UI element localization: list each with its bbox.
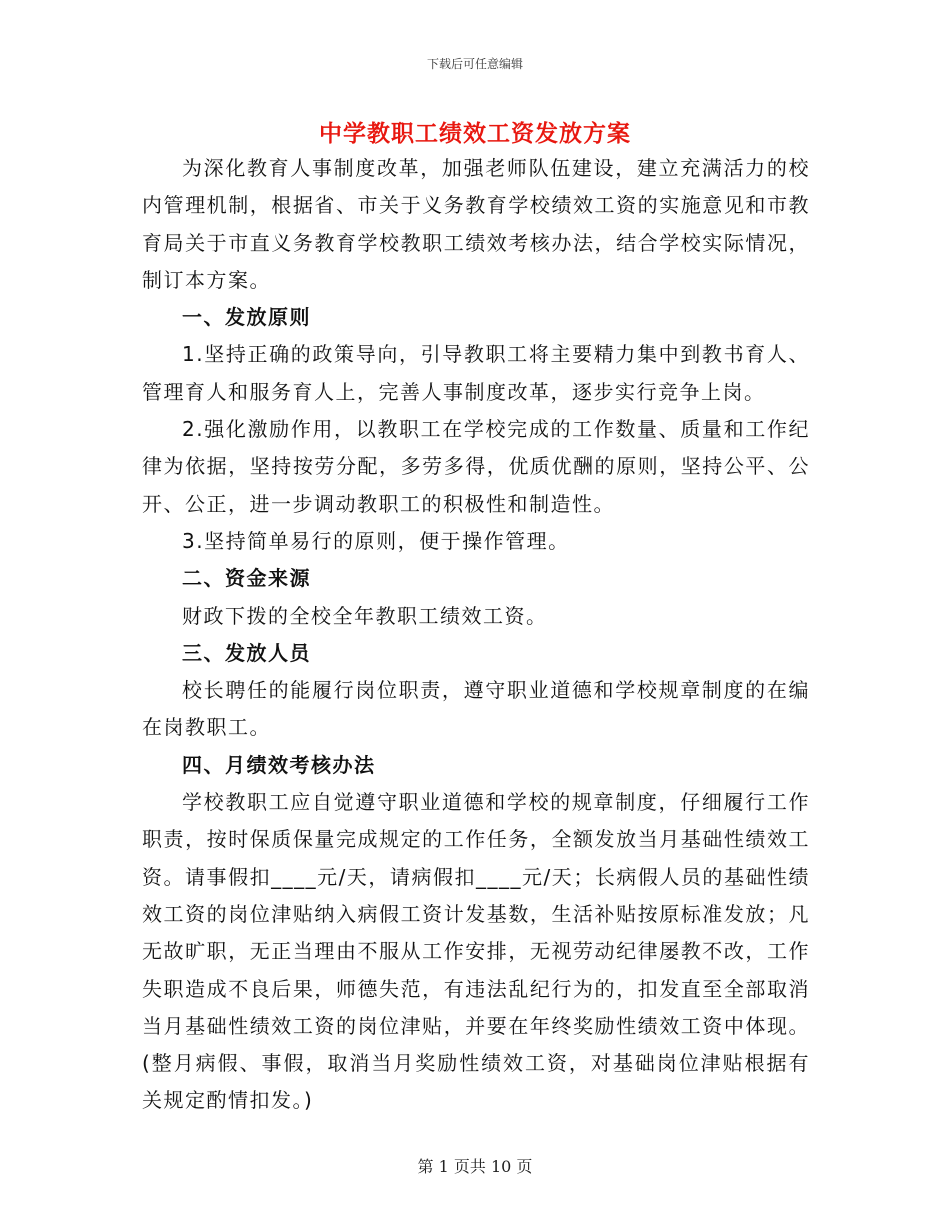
section-heading: 三、发放人员 [182, 640, 311, 665]
intro-paragraph: 为深化教育人事制度改革，加强老师队伍建设，建立充满活力的校内管理机制，根据省、市关于义务教育学校绩效工资的实施意见和市教育局关于市直义务教育学校教职工绩效考核办法，结合学校实际情况，制订本方案。 [142, 156, 810, 292]
header-note: 下载后可任意编辑 [426, 57, 523, 71]
eligible-staff-paragraph: 校长聘任的能履行岗位职责，遵守职业道德和学校规章制度的在编在岗教职工。 [142, 678, 810, 740]
principle-item-1: 1.坚持正确的政策导向，引导教职工将主要精力集中到教书育人、管理育人和服务育人上，完善人事制度改革，逐步实行竞争上岗。 [142, 342, 810, 404]
section-heading: 一、发放原则 [182, 305, 311, 330]
document-title: 中学教职工绩效工资发放方案 [319, 121, 631, 147]
section-heading: 二、资金来源 [182, 566, 311, 591]
section-heading: 四、月绩效考核办法 [182, 752, 376, 777]
assessment-method-paragraph: 学校教职工应自觉遵守职业道德和学校的规章制度，仔细履行工作职责，按时保质保量完成规定的工作任务，全额发放当月基础性绩效工资。请事假扣____元/天，请病假扣____元/天；长病假人员的基础性绩效工资的岗位津贴纳入病假工资计发基数，生活补贴按原标准发放；凡无故旷职，无正当理由不服从工作安排，无视劳动纪律屡教不改，工作失职造成不良后果，师德失范，有违法乱纪行为的，扣发直至全部取消当月基础性绩效工资的岗位津贴，并要在年终奖励性绩效工资中体现。(整月病假、事假，取消当月奖励性绩效工资，对基础岗位津贴根据有关规定酌情扣发。) [142, 790, 810, 1113]
principle-item-2: 2.强化激励作用，以教职工在学校完成的工作数量、质量和工作纪律为依据，坚持按劳分配，多劳多得，优质优酬的原则，坚持公平、公开、公正，进一步调动教职工的积极性和制造性。 [142, 417, 810, 516]
principle-item-3: 3.坚持简单易行的原则，便于操作管理。 [182, 528, 570, 553]
page-number: 第 1 页共 10 页 [417, 1157, 533, 1176]
funding-source-paragraph: 财政下拨的全校全年教职工绩效工资。 [182, 603, 548, 628]
document-body [142, 150, 810, 1120]
